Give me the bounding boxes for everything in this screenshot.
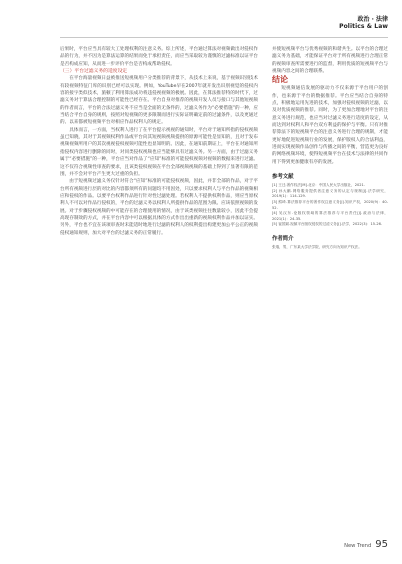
author-bio: 张瑞，男，广东某大学法学院，研究方向为知识产权法。: [272, 244, 362, 249]
left-column: [60, 46, 258, 237]
author-heading: 作者简介: [272, 235, 294, 242]
section-header: [339, 14, 388, 30]
subsection-heading: （三）平台过滤义务的适度设定: [60, 69, 128, 75]
section-label-en: Politics & Law: [339, 23, 388, 30]
paragraph: 后果时，平台应当具有较大工处理权利的注意义务。综上所述，平台通过算法对视频做出对侵权作品的行为，并不因为是算法运算的结果而免于承担责任，而应当采取较为谨慎的过滤标准以证平台是否构成应知，从而进一步评价平台是否构成帮助侵权。: [60, 47, 258, 67]
journal-name: New Trend: [344, 543, 372, 549]
right-column: [272, 46, 388, 251]
paragraph: 由于短视频过滤义务仅针对符合“应知”标准的可能侵权视频，因此，并非全部的作品，对于平台所有视频进行层的对比的内容都须所有的问题均不用因处，只以要求权利人与平台作品的视频相应和侵权的作品。以要平台权利作品进行针对性过滤处理。若权利人不提供权利作品，则应当原权利人不可以对作品行侵权的，平台的过滤义务以权利人所提供作品的范围为限。应该依照视频的发展。对于步骤侵权视频的中可能存在的合理使用的情况，由于该类视频往往数量较小，因此不会提高现存制效的方式，并在平台内容中可以根据具体的方式作出出重新的视频权利作品并加以证实。另外，平台也不宜在该项审查时未能适时地进行过滤的权利人的权利提出构建更加公平公正的视频侵权通知规则，加大对平台的过滤义务的正常履行。: [60, 179, 258, 236]
reference-item: [4] 吴汉东.论版权领域的算法推荐与平台责任[J].政治与法律，2021(1)：24-35.: [272, 211, 388, 221]
reference-item: [3] 熊琦.算法推荐平台的著作权注意义务[J].知识产权，2020(9)：40-52.: [272, 199, 388, 210]
reference-item: [5] 崔国斌.视频平台版权侵权的过滤义务[J].法学，2022(3)：15-26.: [272, 222, 383, 227]
paragraph: 在平台海量视频日益被推送短视频用户分类推荐的背景下，从技术上来说，基于视频识别技术有较视频特征门库的识别已经可以实现。例如，YouTube早在2007年就开发出识别视觉的侵权内容的接字类似技术，旅顿了利用算法成功将违侵视视频的极展。因此，在算法推荐特的时代下，过滤义务对于算法合理控制的可能性已经存在。平台自身对推荐的视频开发人员与接口与其他短视频的作者而言，平台的合法过滤义务不应当是全面的无条件的，过滤义务作为“必要措施”的一种，应当结合平台自身的规则，按照对短视频的更多限制而进行实际证明确定前的过滤条件，以及更通过的、以来都被短视频平台对相应作品权利人的规定。: [60, 76, 258, 126]
conclusion-heading: 结论: [272, 75, 288, 85]
page-number: 95: [375, 539, 388, 550]
reference-item: [2] 孙大鹏.网络服务提供者注意义务的认定与规制[J].法学研究，2019(1)：114-129.: [272, 188, 388, 199]
reference-item: [1] 王迁.著作权法[M].北京：中国人民大学出版社，2021.: [272, 183, 365, 188]
paragraph: 并使短视频平台与优秀视频的和谐共生。以平台的合理过滤义务为基础，才能保证平台对于所有视频进行合理正常的视频审查所需要进行的监督，利用优质的短视频平台与视频内容之间的合理联系。: [272, 47, 388, 75]
section-label-zh: 政治 · 法律: [357, 16, 388, 23]
header-rule: [60, 37, 388, 38]
paragraph: 短视频通信发展的驱动力不仅来源于平台用户的创作，也来源于平台的数据推荐。平台应当结合自身的特点，积极地运用先进的技术，加强对侵权视频的过滤，以及对优质视频的推荐。同时，为了更加合理地对平台的注意义务进行规范，也应当对过滤义务进行适度的设定，从而达到对权利人和平台双方利益的保护与平衡。只有对推荐算法下的短视频平台的注意义务进行合理的规制，才能更好地促进短视频行业的发展，保护版权人的合法利益，进而实现视频作品创作与传播之间的平衡，营造更为良好的网络视频环境，使得短视频平台在技术与法律的共同作用下得到更加健康有序的发展。: [272, 86, 388, 165]
page-footer: [344, 539, 388, 550]
paragraph: 具体而言，一方面，当权利人进行了在平台提示视视的通知时，平台对于通知所指的侵权视频虽已知晓，其对于其视频权利作品或平台向其短视频视频提供的原源可能性是显知的，且对于发布视频视频所用户的其次视视侵权视频可能性也显知明的。因此，在通知前期证上，平台在对通知所指侵权内容进行删除的同时，对同类侵权视频也应当能够具有过滤义务。另一方面，由于过滤义务属于“必要措施”的一种，平台应当对作品了“应知”标准的可能侵权视频对视频的数据来进行过滤。这不仅符合视频性审查的要求，且该类侵权视频在平台全部视频视频的基础上得到了显著有限的范围，并不会对平台产生更大过重的负担。: [60, 127, 258, 177]
references-heading: 参考文献: [272, 174, 294, 181]
